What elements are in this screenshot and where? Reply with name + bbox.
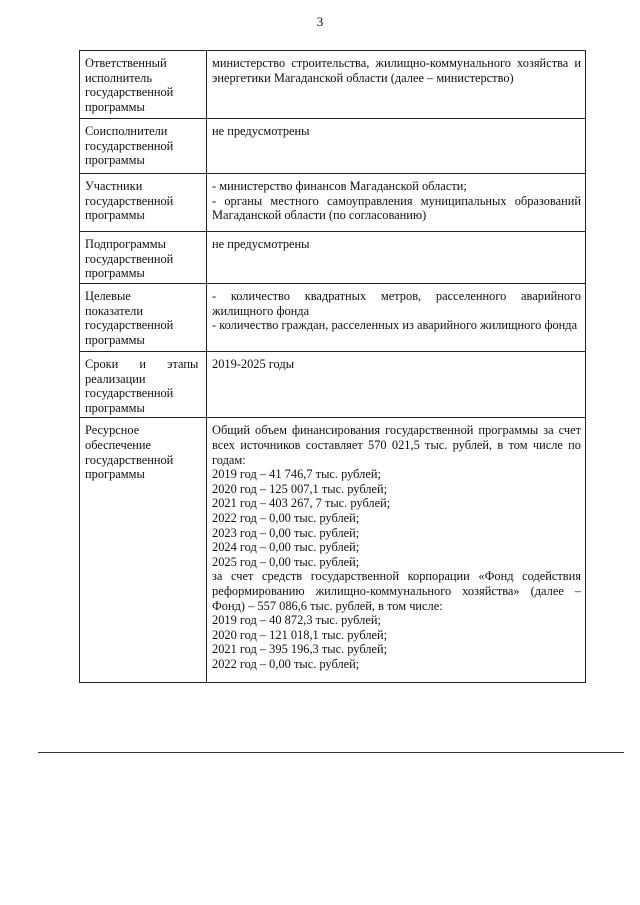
row-value-cell bbox=[207, 232, 586, 284]
row-label-line: программы bbox=[85, 208, 145, 223]
row-value-line: Общий объем финансирования государственной программы за счет всех источников составляет 570 021,5 тыс. рублей, в том числе по годам: bbox=[212, 423, 581, 467]
row-value-line: - количество граждан, расселенных из аварийного жилищного фонда bbox=[212, 318, 578, 333]
row-value-cell bbox=[207, 174, 586, 232]
row-value-line: - органы местного самоуправления муниципальных образований Магаданской области (по согласованию) bbox=[212, 193, 581, 223]
row-value-line: 2019-2025 годы bbox=[212, 357, 295, 371]
row-label-line: программы bbox=[85, 400, 145, 415]
table-row bbox=[80, 51, 586, 119]
row-value-line: 2019 год – 40 872,3 тыс. рублей; bbox=[212, 613, 381, 628]
row-label-line: государственной bbox=[85, 452, 174, 467]
table-row bbox=[80, 284, 586, 352]
row-value-line: 2022 год – 0,00 тыс. рублей; bbox=[212, 510, 360, 525]
row-value-line: не предусмотрены bbox=[212, 237, 310, 251]
row-value-line: - министерство финансов Магаданской области; bbox=[212, 179, 467, 193]
row-label-line: программы bbox=[85, 266, 145, 281]
row-value-line: 2025 год – 0,00 тыс. рублей; bbox=[212, 554, 360, 569]
row-label-cell bbox=[80, 418, 207, 683]
row-label-cell bbox=[80, 352, 207, 418]
table-row bbox=[80, 232, 586, 284]
row-label-line: государственной bbox=[85, 318, 174, 333]
footer-divider bbox=[38, 752, 624, 753]
row-label-line: государственной bbox=[85, 138, 174, 153]
row-label-line: программы bbox=[85, 153, 145, 168]
row-label-line: реализации bbox=[85, 371, 146, 386]
row-label-line: показатели bbox=[85, 303, 143, 318]
row-label-line: Ответственный bbox=[85, 56, 167, 70]
row-label-line: Ресурсное bbox=[85, 423, 140, 438]
table-row bbox=[80, 119, 586, 174]
row-value-line: 2019 год – 41 746,7 тыс. рублей; bbox=[212, 467, 381, 482]
row-value-line: - количество квадратных метров, расселенного аварийного жилищного фонда bbox=[212, 289, 581, 318]
row-label-cell bbox=[80, 284, 207, 352]
row-value-cell bbox=[207, 119, 586, 174]
row-label-line: Подпрограммы bbox=[85, 237, 166, 251]
row-label-line: Целевые bbox=[85, 289, 131, 303]
row-label-line: обеспечение bbox=[85, 437, 151, 452]
row-value-line: министерство строительства, жилищно-коммунального хозяйства и энергетики Магаданской области (далее – министерство) bbox=[212, 56, 581, 85]
row-label-line: Соисполнители bbox=[85, 124, 168, 138]
page-number: 3 bbox=[316, 14, 324, 29]
row-label-cell bbox=[80, 232, 207, 284]
row-label-line: государственной bbox=[85, 85, 174, 100]
row-label-cell bbox=[80, 51, 207, 119]
row-value-line: за счет средств государственной корпорации «Фонд содействия реформированию жилищно-коммунального хозяйства» (далее – Фонд) – 557 086,6 тыс. рублей, в том числе: bbox=[212, 569, 581, 613]
row-label-line: государственной bbox=[85, 193, 174, 208]
row-value-line: не предусмотрены bbox=[212, 124, 310, 138]
row-value-line: 2024 год – 0,00 тыс. рублей; bbox=[212, 540, 360, 555]
row-value-line: 2020 год – 125 007,1 тыс. рублей; bbox=[212, 481, 388, 496]
row-label-line: исполнитель bbox=[85, 70, 152, 85]
row-value-cell bbox=[207, 284, 586, 352]
row-value-cell bbox=[207, 352, 586, 418]
row-value-line: 2022 год – 0,00 тыс. рублей; bbox=[212, 656, 360, 671]
table-row bbox=[80, 418, 586, 683]
row-label-cell bbox=[80, 174, 207, 232]
row-value-line: 2020 год – 121 018,1 тыс. рублей; bbox=[212, 627, 388, 642]
table-row bbox=[80, 352, 586, 418]
row-label-line: программы bbox=[85, 467, 145, 482]
row-value-cell bbox=[207, 418, 586, 683]
program-passport-table bbox=[79, 50, 586, 683]
row-label-line: Участники bbox=[85, 179, 143, 193]
row-label-line: Сроки и этапы bbox=[85, 357, 199, 371]
row-value-cell bbox=[207, 51, 586, 119]
row-label-line: программы bbox=[85, 99, 145, 114]
row-value-line: 2021 год – 395 196,3 тыс. рублей; bbox=[212, 642, 388, 657]
row-value-line: 2023 год – 0,00 тыс. рублей; bbox=[212, 525, 360, 540]
row-value-line: 2021 год – 403 267, 7 тыс. рублей; bbox=[212, 496, 391, 511]
row-label-line: программы bbox=[85, 332, 145, 347]
row-label-cell bbox=[80, 119, 207, 174]
row-label-line: государственной bbox=[85, 251, 174, 266]
table-row bbox=[80, 174, 586, 232]
row-label-line: государственной bbox=[85, 386, 174, 401]
